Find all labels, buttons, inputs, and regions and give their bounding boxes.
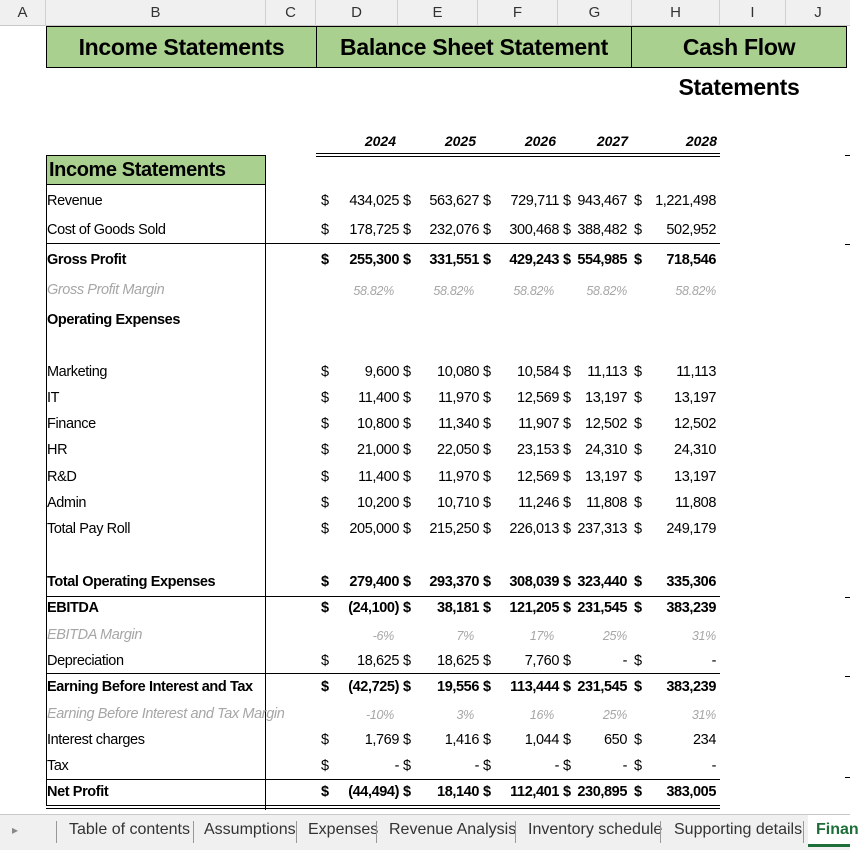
currency-symbol: $: [483, 193, 492, 209]
cell-revenue-2028[interactable]: 1,221,498: [655, 193, 716, 209]
cell-ebitda-margin-2028[interactable]: 31%: [691, 629, 716, 643]
cell-hr-2026[interactable]: 23,153: [517, 442, 559, 458]
currency-symbol: $: [483, 390, 492, 406]
cell-interest-2026[interactable]: 1,044: [524, 732, 559, 748]
cell-ebitda-2027[interactable]: 231,545: [577, 600, 627, 616]
currency-symbol: $: [483, 521, 492, 537]
currency-symbol: $: [634, 679, 643, 695]
cell-gross-margin-2024[interactable]: 58.82%: [353, 284, 394, 298]
cell-marketing-2026[interactable]: 10,584: [517, 364, 559, 380]
cell-interest-2027[interactable]: 650: [604, 732, 627, 748]
currency-symbol: $: [634, 495, 643, 511]
row-label-finance[interactable]: Finance: [47, 416, 96, 432]
currency-symbol: $: [403, 252, 412, 268]
cell-gross-profit-2024[interactable]: 255,300: [349, 252, 399, 268]
cell-finance-2026[interactable]: 11,907: [518, 416, 559, 432]
currency-symbol: $: [403, 679, 412, 695]
currency-symbol: $: [321, 222, 330, 238]
currency-symbol: $: [483, 495, 492, 511]
cell-ebitda-2028[interactable]: 383,239: [666, 600, 716, 616]
row-border: [46, 779, 720, 780]
currency-symbol: $: [563, 442, 572, 458]
currency-symbol: $: [483, 600, 492, 616]
cell-gross-profit-2025[interactable]: 331,551: [429, 252, 479, 268]
column-header-bar: [0, 0, 850, 26]
column-header-d[interactable]: D: [316, 0, 398, 26]
cell-gross-profit-2026[interactable]: 429,243: [509, 252, 559, 268]
currency-symbol: $: [403, 442, 412, 458]
currency-symbol: $: [403, 193, 412, 209]
cell-payroll-2024[interactable]: 205,000: [349, 521, 399, 537]
currency-symbol: $: [483, 784, 492, 800]
cell-it-2027[interactable]: 13,197: [585, 390, 627, 406]
column-header-i[interactable]: I: [720, 0, 786, 26]
cell-tax-2027[interactable]: -: [622, 758, 627, 774]
cell-ebitda-margin-2024[interactable]: -6%: [372, 629, 394, 643]
currency-symbol: $: [563, 364, 572, 380]
currency-symbol: $: [563, 193, 572, 209]
year-underline: [316, 153, 720, 154]
cell-cogs-2025[interactable]: 232,076: [429, 222, 479, 238]
cell-gross-margin-2028[interactable]: 58.82%: [675, 284, 716, 298]
currency-symbol: $: [403, 574, 412, 590]
currency-symbol: $: [634, 521, 643, 537]
cell-payroll-2026[interactable]: 226,013: [509, 521, 559, 537]
nav-cash-flow[interactable]: Cash Flow Statements: [631, 26, 847, 68]
currency-symbol: $: [634, 364, 643, 380]
cell-revenue-2026[interactable]: 729,711: [510, 193, 559, 209]
cell-total-opex-2024[interactable]: 279,400: [349, 574, 399, 590]
cell-admin-2027[interactable]: 11,808: [586, 495, 627, 511]
currency-symbol: $: [483, 442, 492, 458]
edge-mark: [845, 676, 850, 677]
currency-symbol: $: [403, 784, 412, 800]
row-label-gross-margin[interactable]: Gross Profit Margin: [47, 282, 165, 298]
cell-ebit-2028[interactable]: 383,239: [666, 679, 716, 695]
cell-finance-2028[interactable]: 12,502: [674, 416, 716, 432]
cell-ebitda-margin-2027[interactable]: 25%: [602, 629, 627, 643]
column-header-b[interactable]: B: [46, 0, 266, 26]
cell-interest-2024[interactable]: 1,769: [364, 732, 399, 748]
cell-admin-2025[interactable]: 10,710: [437, 495, 479, 511]
cell-total-opex-2027[interactable]: 323,440: [577, 574, 627, 590]
cell-ebit-margin-2025[interactable]: 3%: [456, 708, 474, 722]
cell-hr-2027[interactable]: 24,310: [585, 442, 627, 458]
cell-rnd-2024[interactable]: 11,400: [358, 469, 399, 485]
cell-depreciation-2028[interactable]: -: [711, 653, 716, 669]
currency-symbol: $: [634, 653, 643, 669]
cell-marketing-2025[interactable]: 10,080: [437, 364, 479, 380]
cell-ebitda-2026[interactable]: 121,205: [509, 600, 559, 616]
cell-depreciation-2025[interactable]: 18,625: [437, 653, 479, 669]
cell-it-2028[interactable]: 13,197: [674, 390, 716, 406]
currency-symbol: $: [563, 784, 572, 800]
currency-symbol: $: [403, 416, 412, 432]
cell-total-opex-2026[interactable]: 308,039: [509, 574, 559, 590]
cell-hr-2025[interactable]: 22,050: [437, 442, 479, 458]
currency-symbol: $: [483, 679, 492, 695]
cell-ebitda-2025[interactable]: 38,181: [437, 600, 479, 616]
currency-symbol: $: [483, 364, 492, 380]
row-label-admin[interactable]: Admin: [47, 495, 87, 511]
currency-symbol: $: [563, 521, 572, 537]
cell-ebit-2027[interactable]: 231,545: [577, 679, 627, 695]
row-border: [46, 596, 720, 597]
currency-symbol: $: [563, 495, 572, 511]
section-title: Income Statements: [46, 155, 266, 185]
edge-mark: [845, 244, 850, 245]
year-header-2024: 2024: [364, 133, 396, 149]
row-label-cogs[interactable]: Cost of Goods Sold: [47, 222, 166, 238]
cell-tax-2024[interactable]: -: [394, 758, 399, 774]
row-border: [46, 243, 720, 244]
currency-symbol: $: [403, 222, 412, 238]
currency-symbol: $: [321, 495, 330, 511]
cell-rnd-2026[interactable]: 12,569: [517, 469, 559, 485]
edge-mark: [845, 777, 850, 778]
currency-symbol: $: [634, 784, 643, 800]
row-label-ebitda[interactable]: EBITDA: [47, 600, 99, 616]
nav-income-statements[interactable]: Income Statements: [46, 26, 317, 68]
cell-finance-2024[interactable]: 10,800: [357, 416, 399, 432]
row-border: [46, 184, 266, 185]
currency-symbol: $: [634, 732, 643, 748]
cell-finance-2025[interactable]: 11,340: [438, 416, 479, 432]
cell-ebitda-margin-2026[interactable]: 17%: [529, 629, 554, 643]
column-header-a[interactable]: A: [0, 0, 46, 26]
currency-symbol: $: [634, 574, 643, 590]
row-label-net-profit[interactable]: Net Profit: [47, 784, 109, 800]
cell-marketing-2027[interactable]: 11,113: [587, 364, 627, 380]
cell-interest-2025[interactable]: 1,416: [444, 732, 479, 748]
cell-tax-2025[interactable]: -: [474, 758, 479, 774]
row-label-total-opex[interactable]: Total Operating Expenses: [47, 574, 216, 590]
row-label-opex-header[interactable]: Operating Expenses: [47, 312, 181, 328]
cell-depreciation-2026[interactable]: 7,760: [524, 653, 559, 669]
currency-symbol: $: [321, 364, 330, 380]
cell-admin-2024[interactable]: 10,200: [357, 495, 399, 511]
cell-ebit-2024[interactable]: (42,725): [348, 679, 399, 695]
edge-mark: [845, 597, 850, 598]
row-label-it[interactable]: IT: [47, 390, 60, 406]
row-label-payroll[interactable]: Total Pay Roll: [47, 521, 131, 537]
cell-ebit-margin-2024[interactable]: -10%: [366, 708, 394, 722]
tab-financial-statements[interactable]: Finan: [808, 815, 850, 847]
cell-total-opex-2028[interactable]: 335,306: [666, 574, 716, 590]
cell-revenue-2024[interactable]: 434,025: [349, 193, 399, 209]
currency-symbol: $: [321, 416, 330, 432]
currency-symbol: $: [321, 784, 330, 800]
cell-gross-margin-2025[interactable]: 58.82%: [433, 284, 474, 298]
currency-symbol: $: [483, 574, 492, 590]
column-header-f[interactable]: F: [478, 0, 558, 26]
currency-symbol: $: [321, 653, 330, 669]
currency-symbol: $: [403, 653, 412, 669]
cell-admin-2026[interactable]: 11,246: [518, 495, 559, 511]
cell-hr-2028[interactable]: 24,310: [674, 442, 716, 458]
currency-symbol: $: [563, 600, 572, 616]
currency-symbol: $: [321, 390, 330, 406]
currency-symbol: $: [563, 222, 572, 238]
cell-net-profit-2026[interactable]: 112,401: [510, 784, 559, 800]
currency-symbol: $: [403, 521, 412, 537]
column-header-g[interactable]: G: [558, 0, 632, 26]
cell-cogs-2024[interactable]: 178,725: [349, 222, 399, 238]
currency-symbol: $: [483, 252, 492, 268]
row-border: [46, 808, 720, 809]
currency-symbol: $: [563, 416, 572, 432]
cell-it-2024[interactable]: 11,400: [358, 390, 399, 406]
currency-symbol: $: [321, 600, 330, 616]
currency-symbol: $: [563, 390, 572, 406]
cell-gross-profit-2027[interactable]: 554,985: [577, 252, 627, 268]
row-border: [46, 805, 720, 806]
currency-symbol: $: [483, 758, 492, 774]
cell-ebit-margin-2028[interactable]: 31%: [691, 708, 716, 722]
currency-symbol: $: [403, 495, 412, 511]
cell-ebit-2025[interactable]: 19,556: [437, 679, 479, 695]
cell-tax-2026[interactable]: -: [554, 758, 559, 774]
currency-symbol: $: [403, 600, 412, 616]
row-label-ebitda-margin[interactable]: EBITDA Margin: [47, 627, 142, 643]
cell-payroll-2028[interactable]: 249,179: [666, 521, 716, 537]
cell-admin-2028[interactable]: 11,808: [675, 495, 716, 511]
nav-balance-sheet[interactable]: Balance Sheet Statement: [316, 26, 632, 68]
currency-symbol: $: [634, 416, 643, 432]
cell-net-profit-2027[interactable]: 230,895: [577, 784, 627, 800]
currency-symbol: $: [634, 758, 643, 774]
sheet-tab-bar: [0, 814, 859, 850]
currency-symbol: $: [321, 193, 330, 209]
row-label-marketing[interactable]: Marketing: [47, 364, 108, 380]
currency-symbol: $: [563, 469, 572, 485]
cell-ebit-2026[interactable]: 113,444: [510, 679, 559, 695]
cell-net-profit-2028[interactable]: 383,005: [666, 784, 716, 800]
row-label-gross-profit[interactable]: Gross Profit: [47, 252, 126, 268]
cell-net-profit-2024[interactable]: (44,494): [348, 784, 399, 800]
currency-symbol: $: [483, 469, 492, 485]
cell-ebitda-2024[interactable]: (24,100): [348, 600, 399, 616]
currency-symbol: $: [321, 252, 330, 268]
currency-symbol: $: [634, 252, 643, 268]
tab-separator: [193, 821, 194, 843]
tab-separator: [660, 821, 661, 843]
cell-gross-margin-2026[interactable]: 58.82%: [513, 284, 554, 298]
row-label-hr[interactable]: HR: [47, 442, 68, 458]
currency-symbol: $: [321, 679, 330, 695]
currency-symbol: $: [321, 442, 330, 458]
tab-inventory-schedule[interactable]: Inventory schedule: [528, 821, 663, 838]
cell-revenue-2025[interactable]: 563,627: [429, 193, 479, 209]
cell-tax-2028[interactable]: -: [711, 758, 716, 774]
currency-symbol: $: [634, 469, 643, 485]
currency-symbol: $: [321, 758, 330, 774]
scroll-tabs-right-icon[interactable]: ▸: [12, 823, 19, 837]
row-label-ebit[interactable]: Earning Before Interest and Tax: [47, 679, 253, 695]
row-label-rnd[interactable]: R&D: [47, 469, 77, 485]
cell-marketing-2024[interactable]: 9,600: [364, 364, 399, 380]
cell-ebitda-margin-2025[interactable]: 7%: [456, 629, 474, 643]
cell-cogs-2027[interactable]: 388,482: [577, 222, 627, 238]
cell-net-profit-2025[interactable]: 18,140: [437, 784, 479, 800]
currency-symbol: $: [634, 442, 643, 458]
tab-revenue-analysis[interactable]: Revenue Analysis: [389, 821, 517, 838]
cell-gross-profit-2028[interactable]: 718,546: [666, 252, 716, 268]
currency-symbol: $: [403, 758, 412, 774]
cell-revenue-2027[interactable]: 943,467: [577, 193, 627, 209]
cell-ebit-margin-2026[interactable]: 16%: [529, 708, 554, 722]
tab-supporting-details[interactable]: Supporting details: [674, 821, 803, 838]
year-underline-double: [316, 156, 720, 157]
currency-symbol: $: [483, 222, 492, 238]
tab-expenses[interactable]: Expenses: [308, 821, 379, 838]
currency-symbol: $: [563, 758, 572, 774]
tab-table-of-contents[interactable]: Table of contents: [69, 821, 190, 838]
year-header-2026: 2026: [524, 133, 556, 149]
currency-symbol: $: [634, 222, 643, 238]
cell-rnd-2027[interactable]: 13,197: [585, 469, 627, 485]
year-header-2028: 2028: [685, 133, 717, 149]
row-border: [46, 673, 720, 674]
cell-cogs-2028[interactable]: 502,952: [666, 222, 716, 238]
currency-symbol: $: [634, 193, 643, 209]
currency-symbol: $: [403, 364, 412, 380]
edge-mark: [845, 155, 850, 156]
row-label-interest[interactable]: Interest charges: [47, 732, 145, 748]
cell-total-opex-2025[interactable]: 293,370: [429, 574, 479, 590]
currency-symbol: $: [483, 653, 492, 669]
cell-payroll-2027[interactable]: 237,313: [577, 521, 627, 537]
cell-ebit-margin-2027[interactable]: 25%: [602, 708, 627, 722]
currency-symbol: $: [403, 469, 412, 485]
cell-finance-2027[interactable]: 12,502: [585, 416, 627, 432]
currency-symbol: $: [563, 653, 572, 669]
tab-separator: [376, 821, 377, 843]
column-header-e[interactable]: E: [398, 0, 478, 26]
currency-symbol: $: [403, 732, 412, 748]
currency-symbol: $: [321, 732, 330, 748]
tab-separator: [803, 821, 804, 843]
cell-it-2026[interactable]: 12,569: [517, 390, 559, 406]
cell-rnd-2028[interactable]: 13,197: [674, 469, 716, 485]
cell-marketing-2028[interactable]: 11,113: [676, 364, 716, 380]
cell-rnd-2025[interactable]: 11,970: [438, 469, 479, 485]
currency-symbol: $: [403, 390, 412, 406]
currency-symbol: $: [321, 521, 330, 537]
currency-symbol: $: [321, 574, 330, 590]
tab-separator: [296, 821, 297, 843]
currency-symbol: $: [321, 469, 330, 485]
cell-hr-2024[interactable]: 21,000: [357, 442, 399, 458]
currency-symbol: $: [563, 679, 572, 695]
cell-cogs-2026[interactable]: 300,468: [509, 222, 559, 238]
column-header-c[interactable]: C: [266, 0, 316, 26]
tab-separator: [515, 821, 516, 843]
tab-separator: [56, 821, 57, 843]
column-header-h[interactable]: H: [632, 0, 720, 26]
row-label-revenue[interactable]: Revenue: [47, 193, 103, 209]
cell-payroll-2025[interactable]: 215,250: [429, 521, 479, 537]
row-label-depreciation[interactable]: Depreciation: [47, 653, 124, 669]
currency-symbol: $: [483, 732, 492, 748]
currency-symbol: $: [563, 574, 572, 590]
cell-gross-margin-2027[interactable]: 58.82%: [586, 284, 627, 298]
tab-assumptions[interactable]: Assumptions: [204, 821, 296, 838]
currency-symbol: $: [563, 252, 572, 268]
cell-depreciation-2027[interactable]: -: [622, 653, 627, 669]
row-label-tax[interactable]: Tax: [47, 758, 69, 774]
currency-symbol: $: [634, 390, 643, 406]
cell-interest-2028[interactable]: 234: [693, 732, 716, 748]
column-header-j[interactable]: J: [814, 4, 822, 21]
currency-symbol: $: [563, 732, 572, 748]
year-header-2025: 2025: [444, 133, 476, 149]
cell-it-2025[interactable]: 11,970: [438, 390, 479, 406]
cell-depreciation-2024[interactable]: 18,625: [357, 653, 399, 669]
row-label-ebit-margin[interactable]: Earning Before Interest and Tax Margin: [47, 706, 285, 722]
currency-symbol: $: [483, 416, 492, 432]
year-header-2027: 2027: [596, 133, 628, 149]
currency-symbol: $: [634, 600, 643, 616]
